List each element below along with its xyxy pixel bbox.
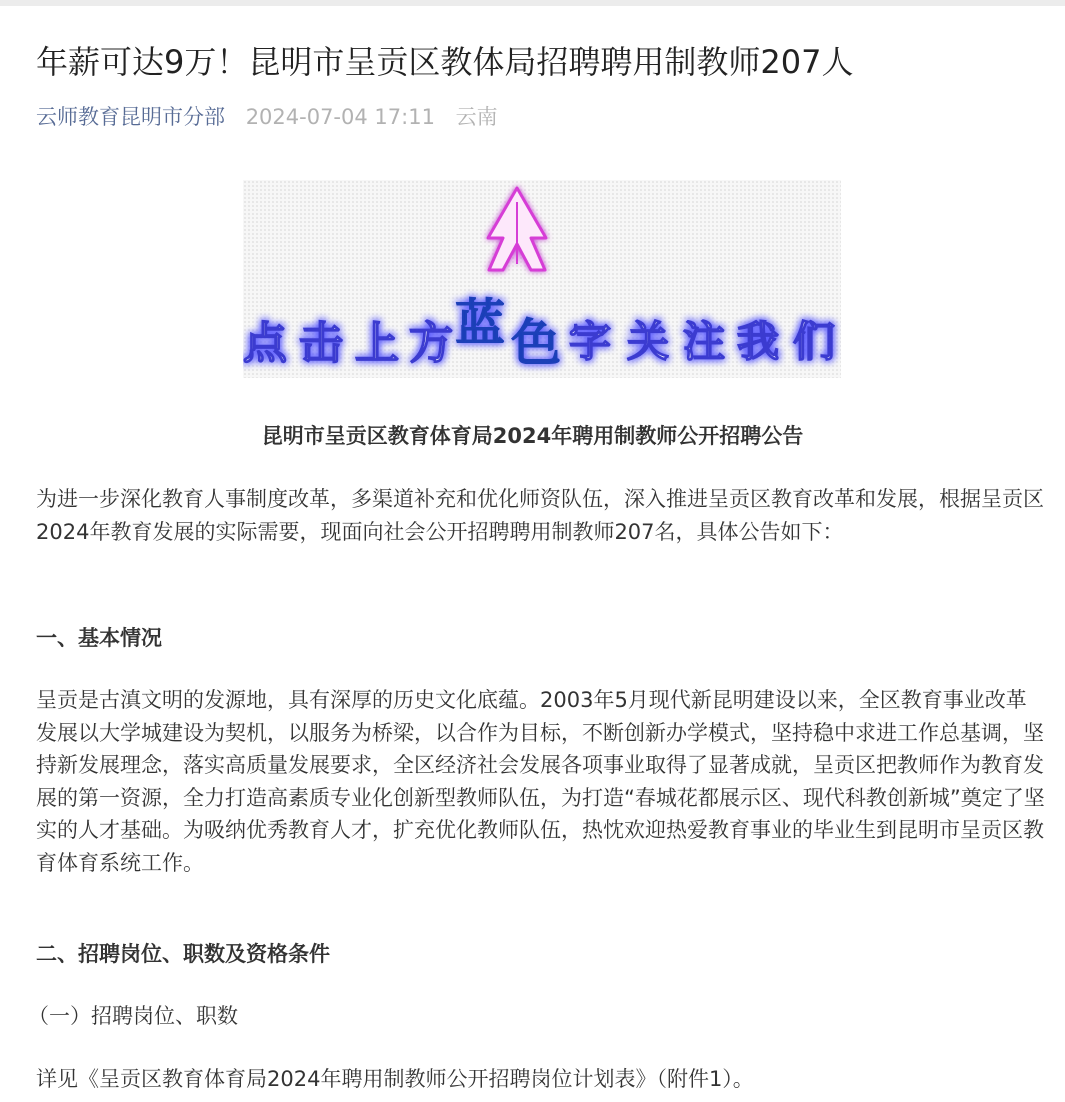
banner-text (243, 294, 835, 372)
account-name-link[interactable]: 云师教育昆明市分部 (36, 105, 225, 129)
follow-banner-image[interactable] (243, 180, 841, 378)
banner-char: 字 (569, 317, 612, 366)
subsection-positions-body: 详见《呈贡区教育体育局2024年聘用制教师公开招聘岗位计划表》（附件1）。 (36, 1067, 754, 1091)
banner-char: 点 (243, 318, 287, 369)
banner-char: 关 (627, 317, 670, 366)
banner-char: 注 (683, 317, 726, 366)
up-arrow-icon (488, 188, 546, 270)
banner-char: 蓝 (455, 294, 505, 352)
section-basic-info-body: 呈贡是古滇文明的发源地，具有深厚的历史文化底蕴。2003年5月现代新昆明建设以来，全区教育事业改革发展以大学城建设为契机，以服务为桥梁，以合作为目标，不断创新办学模式，坚持稳中求进工作总基调，坚持新发展理念，落实高质量发展要求，全区经济社会发展各项事业取得了显著成就，呈贡区把教师作为教育发展的第一资源，全力打造高素质专业化创新型教师队伍，为打造“春城花都展示区、现代科教创新城”奠定了坚实的人才基础。为吸纳优秀教育人才，扩充优化教师队伍，热忱欢迎热爱教育事业的毕业生到昆明市呈贡区教育体育系统工作。 (36, 688, 1045, 875)
subsection-heading-positions: （一）招聘岗位、职数 (28, 1004, 238, 1028)
section-heading-positions: 二、招聘岗位、职数及资格条件 (36, 942, 330, 966)
intro-paragraph: 为进一步深化教育人事制度改革，多渠道补充和优化师资队伍，深入推进呈贡区教育改革和发展，根据呈贡区2024年教育发展的实际需要，现面向社会公开招聘聘用制教师207名，具体公告如下： (36, 487, 1044, 544)
announcement-title: 昆明市呈贡区教育体育局2024年聘用制教师公开招聘公告 (261, 424, 804, 448)
banner-char: 方 (409, 318, 453, 369)
article-meta (36, 101, 498, 133)
banner-char: 击 (299, 318, 343, 369)
article-title: 年薪可达9万！昆明市呈贡区教体局招聘聘用制教师207人 (36, 43, 854, 81)
follow-banner-graphic (243, 180, 841, 378)
publish-time: 2024-07-04 17:11 (245, 105, 435, 129)
banner-char: 们 (793, 317, 836, 366)
banner-char: 上 (355, 318, 399, 369)
section-heading-basic-info: 一、基本情况 (36, 626, 162, 650)
banner-char: 我 (737, 317, 780, 366)
publish-location: 云南 (455, 105, 498, 129)
banner-char: 色 (511, 314, 561, 372)
top-divider (0, 0, 1065, 6)
